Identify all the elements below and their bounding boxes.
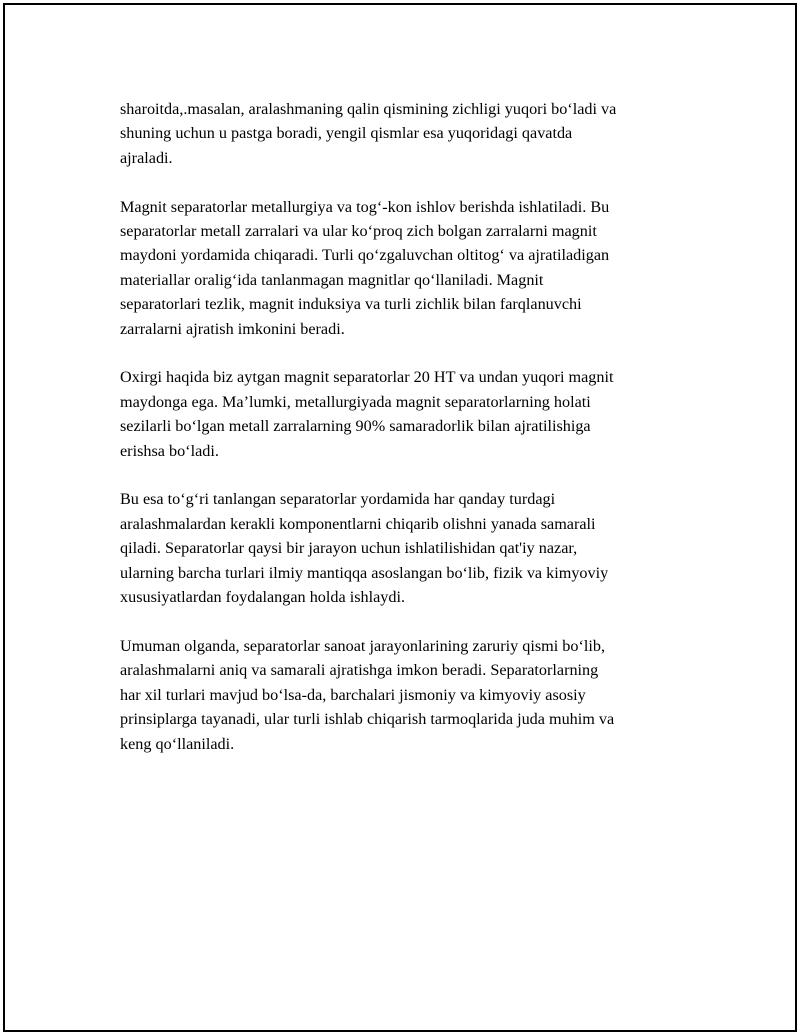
text-line: ajraladi. xyxy=(120,148,173,167)
document-body xyxy=(120,97,700,780)
text-line: ularning barcha turlari ilmiy mantiqqa asoslangan bo‘lib, fizik va kimyoviy xyxy=(120,563,609,582)
text-line: Magnit separatorlar metallurgiya va tog‘-kon ishlov berishda ishlatiladi. Bu xyxy=(120,197,610,216)
text-line: sezilarli bo‘lgan metall zarralarning 90% samaradorlik bilan ajratilishiga xyxy=(120,417,591,436)
text-line: Umuman olganda, separatorlar sanoat jarayonlarining zaruriy qismi bo‘lib, xyxy=(120,636,606,655)
text-line: separatorlar metall zarralari va ular ko‘proq zich bolgan zarralarni magnit xyxy=(120,222,597,241)
text-line: aralashmalardan kerakli komponentlarni chiqarib olishni yanada samarali xyxy=(120,514,596,533)
paragraph-5 xyxy=(120,634,700,756)
text-line: aralashmalarni aniq va samarali ajratishga imkon beradi. Separatorlarning xyxy=(120,661,599,680)
text-line: keng qo‘llaniladi. xyxy=(120,734,235,753)
text-line: maydoni yordamida chiqaradi. Turli qo‘zgaluvchan oltitog‘ va ajratiladigan xyxy=(120,246,610,265)
text-line: har xil turlari mavjud bo‘lsa-da, barchalari jismoniy va kimyoviy asosiy xyxy=(120,685,586,704)
text-line: maydonga ega. Ma’lumki, metallurgiyada magnit separatorlarning holati xyxy=(120,392,591,411)
text-line: qiladi. Separatorlar qaysi bir jarayon uchun ishlatilishidan qat'iy nazar, xyxy=(120,539,578,558)
paragraph-4 xyxy=(120,487,700,609)
text-line: xususiyatlardan foydalangan holda ishlaydi. xyxy=(120,588,406,607)
paragraph-1 xyxy=(120,97,700,170)
text-line: sharoitda,.masalan, aralashmaning qalin qismining zichligi yuqori bo‘ladi va xyxy=(120,100,617,118)
text-line: separatorlari tezlik, magnit induksiya va turli zichlik bilan farqlanuvchi xyxy=(120,295,582,314)
paragraph-3 xyxy=(120,365,700,463)
text-line: erishsa bo‘ladi. xyxy=(120,441,219,460)
text-line: zarralarni ajratish imkonini beradi. xyxy=(120,319,345,338)
paragraph-2 xyxy=(120,195,700,341)
text-line: materiallar oralig‘ida tanlanmagan magnitlar qo‘llaniladi. Magnit xyxy=(120,270,544,289)
text-line: prinsiplarga tayanadi, ular turli ishlab chiqarish tarmoqlarida juda muhim va xyxy=(120,710,615,729)
text-line: Bu esa to‘g‘ri tanlangan separatorlar yordamida har qanday turdagi xyxy=(120,490,556,509)
text-line: Oxirgi haqida biz aytgan magnit separatorlar 20 HT va undan yuqori magnit xyxy=(120,368,614,387)
text-line: shuning uchun u pastga boradi, yengil qismlar esa yuqoridagi qavatda xyxy=(120,124,573,143)
page-frame xyxy=(3,3,797,1032)
